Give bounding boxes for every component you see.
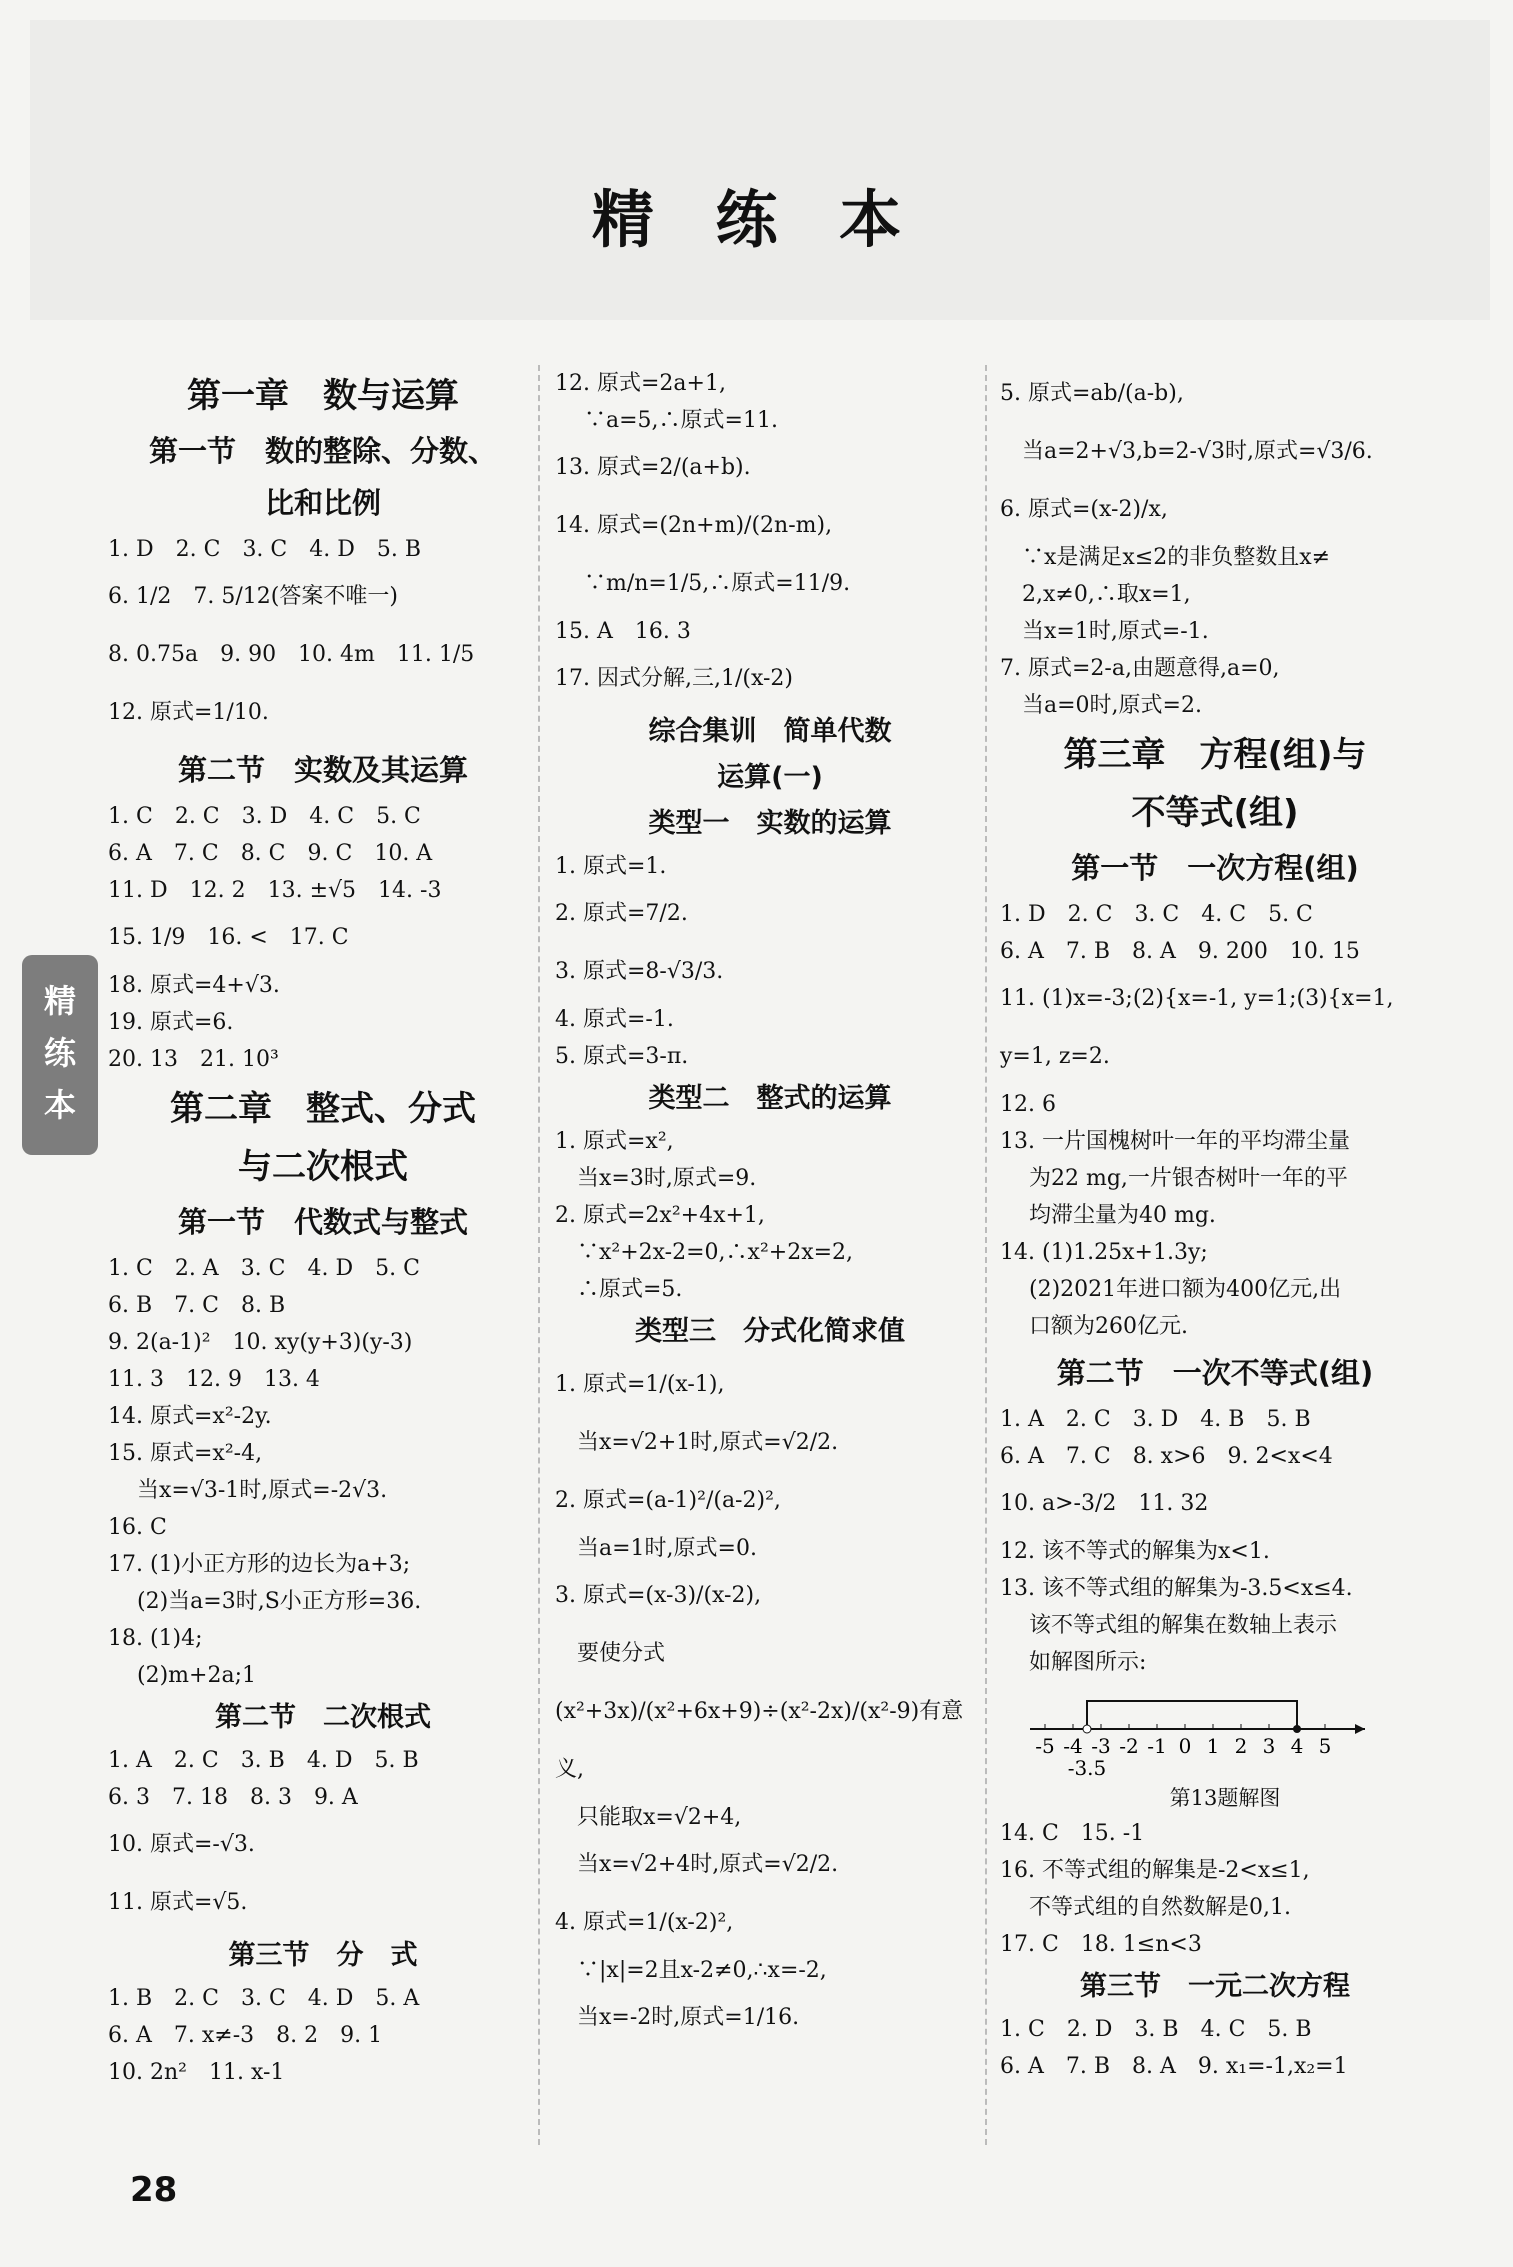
answer-line: 该不等式组的解集在数轴上表示 [1000, 1613, 1337, 1638]
side-tab [22, 955, 98, 1155]
answer-line: 17. C 18. 1≤n<3 [1000, 1932, 1202, 1957]
answer-line: (2)当a=3时,S小正方形=36. [108, 1589, 422, 1614]
answer-line: 15. 1/9 16. < 17. C [108, 925, 349, 950]
answer-line: 1. B 2. C 3. C 4. D 5. A [108, 1986, 420, 2011]
answer-line: 当x=-2时,原式=1/16. [555, 2005, 800, 2030]
answer-line: 1. 原式=1. [555, 854, 667, 879]
tick-label: -3 [1091, 1734, 1111, 1758]
answer-line: 5. 原式=3-π. [555, 1044, 689, 1069]
answer-line: 6. A 7. B 8. A 9. 200 10. 15 [1000, 939, 1360, 964]
answer-line: 7. 原式=2-a,由题意得,a=0, [1000, 656, 1280, 681]
answer-line: 10. 原式=-√3. [108, 1832, 255, 1857]
answer-line: 6. A 7. B 8. A 9. x₁=-1,x₂=1 [1000, 2054, 1348, 2079]
answer-column-1 [108, 365, 538, 2091]
tick-label: 5 [1318, 1734, 1332, 1758]
answer-line: ∵a=5,∴原式=11. [555, 408, 778, 433]
answer-line: 1. A 2. C 3. D 4. B 5. B [1000, 1407, 1311, 1432]
column-divider [538, 365, 540, 2145]
tick-label: 2 [1234, 1734, 1248, 1758]
answer-line: 9. 2(a-1)² 10. xy(y+3)(y-3) [108, 1330, 413, 1355]
answer-line: 3. 原式=8-√3/3. [555, 959, 724, 984]
section-heading: 运算(一) [717, 762, 823, 793]
answer-line: 6. 3 7. 18 8. 3 9. A [108, 1785, 358, 1810]
section-heading: 类型二 整式的运算 [648, 1083, 892, 1114]
answer-line: 19. 原式=6. [108, 1010, 234, 1035]
answer-column-3 [1000, 365, 1430, 2085]
section-heading: 与二次根式 [238, 1147, 408, 1187]
section-heading: 类型三 分式化简求值 [635, 1316, 905, 1347]
answer-line: 11. 原式=√5. [108, 1890, 248, 1915]
answer-line: 1. C 2. A 3. C 4. D 5. C [108, 1256, 420, 1281]
answer-line: 12. 该不等式的解集为x<1. [1000, 1539, 1270, 1564]
answer-line: 14. 原式=(2n+m)/(2n-m), [555, 513, 833, 538]
answer-line: 6. 原式=(x-2)/x, [1000, 497, 1168, 522]
answer-line: 1. C 2. D 3. B 4. C 5. B [1000, 2017, 1312, 2042]
answer-line: 当a=1时,原式=0. [555, 1536, 757, 1561]
answer-line: 2. 原式=7/2. [555, 901, 688, 926]
tick-label: 3 [1262, 1734, 1276, 1758]
section-heading: 不等式(组) [1131, 793, 1299, 833]
section-heading: 第一节 数的整除、分数、 [148, 434, 497, 468]
answer-line: 17. 因式分解,三,1/(x-2) [555, 666, 793, 691]
answer-line: 18. 原式=4+√3. [108, 973, 280, 998]
answer-line: 口额为260亿元. [1000, 1314, 1188, 1339]
axis-arrow [1355, 1724, 1365, 1734]
answer-line: (2)m+2a;1 [108, 1663, 256, 1688]
answer-line: 1. D 2. C 3. C 4. D 5. B [108, 537, 422, 562]
section-heading: 第三节 分 式 [228, 1940, 418, 1971]
answer-line: 14. (1)1.25x+1.3y; [1000, 1240, 1208, 1265]
answer-line: 3. 原式=(x-3)/(x-2), [555, 1583, 762, 1608]
answer-line: 6. 1/2 7. 5/12(答案不唯一) [108, 584, 398, 609]
page-title: 精 练 本 [591, 183, 922, 256]
answer-line: 当x=3时,原式=9. [555, 1166, 757, 1191]
solution-bracket [1087, 1701, 1297, 1729]
answer-line: 均滞尘量为40 mg. [1000, 1203, 1216, 1228]
extra-label: -3.5 [1067, 1756, 1107, 1777]
answer-line: 1. D 2. C 3. C 4. C 5. C [1000, 902, 1313, 927]
answer-line: 1. 原式=1/(x-1), [555, 1372, 725, 1397]
number-line-figure [1020, 1687, 1430, 1815]
tick-label: -5 [1035, 1734, 1055, 1758]
section-heading: 类型一 实数的运算 [648, 808, 892, 839]
answer-line: 只能取x=√2+4, [555, 1805, 742, 1830]
answer-line: 1. 原式=x², [555, 1129, 674, 1154]
answer-line: 11. (1)x=-3;(2){x=-1, y=1;(3){x=1, y=1, z=2. [1000, 986, 1401, 1069]
answer-line: 6. A 7. x≠-3 8. 2 9. 1 [108, 2023, 383, 2048]
page-number: 28 [130, 2170, 178, 2210]
answer-line: 当x=√3-1时,原式=-2√3. [108, 1478, 388, 1503]
answer-line: 不等式组的自然数解是0,1. [1000, 1895, 1291, 1920]
answer-line: 12. 6 [1000, 1092, 1056, 1117]
answer-line: 13. 一片国槐树叶一年的平均滞尘量 [1000, 1129, 1350, 1154]
section-heading: 第一节 代数式与整式 [177, 1205, 468, 1239]
answer-line: 当a=0时,原式=2. [1000, 693, 1202, 718]
answer-line: 8. 0.75a 9. 90 10. 4m 11. 1/5 [108, 642, 475, 667]
answer-line: 10. a>-3/2 11. 32 [1000, 1491, 1209, 1516]
section-heading: 第一章 数与运算 [187, 376, 459, 416]
answer-line: 当x=√2+1时,原式=√2/2. [555, 1430, 839, 1455]
answer-line: 12. 原式=2a+1, [555, 371, 726, 396]
section-heading: 综合集训 简单代数 [648, 716, 892, 747]
section-heading: 第二节 二次根式 [215, 1702, 431, 1733]
answer-line: ∴原式=5. [555, 1277, 683, 1302]
answer-line: 15. A 16. 3 [555, 619, 691, 644]
answer-line: 2. 原式=(a-1)²/(a-2)², [555, 1488, 781, 1513]
tick-label: 4 [1290, 1734, 1304, 1758]
answer-line: 当x=1时,原式=-1. [1000, 619, 1209, 644]
answer-line: 当a=2+√3,b=2-√3时,原式=√3/6. [1000, 439, 1373, 464]
answer-line: 为22 mg,一片银杏树叶一年的平 [1000, 1166, 1348, 1191]
answer-line: ∵x是满足x≤2的非负整数且x≠ [1000, 545, 1331, 570]
open-point [1083, 1725, 1091, 1733]
answer-line: ∵m/n=1/5,∴原式=11/9. [555, 571, 851, 596]
section-heading: 第二节 实数及其运算 [177, 753, 468, 787]
answer-line: 10. 2n² 11. x-1 [108, 2060, 285, 2085]
answer-line: 13. 该不等式组的解集为-3.5<x≤4. [1000, 1576, 1353, 1601]
column-divider [985, 365, 987, 2145]
answer-line: 11. D 12. 2 13. ±√5 14. -3 [108, 878, 442, 903]
answer-line: 18. (1)4; [108, 1626, 203, 1651]
answer-line: 当x=√2+4时,原式=√2/2. [555, 1852, 839, 1877]
answer-line: 15. 原式=x²-4, [108, 1441, 263, 1466]
answer-line: 11. 3 12. 9 13. 4 [108, 1367, 320, 1392]
answer-line: 6. B 7. C 8. B [108, 1293, 286, 1318]
side-tab-label: 精练本 [43, 982, 76, 1124]
section-heading: 比和比例 [264, 486, 381, 520]
tick-label: 0 [1178, 1734, 1192, 1758]
answer-line: 20. 13 21. 10³ [108, 1047, 279, 1072]
answer-line: 如解图所示: [1000, 1650, 1147, 1675]
answer-line: 12. 原式=1/10. [108, 700, 269, 725]
section-heading: 第二章 整式、分式 [170, 1089, 476, 1129]
figure-caption: 第13题解图 [1169, 1786, 1281, 1810]
section-heading: 第一节 一次方程(组) [1071, 851, 1359, 885]
tick-label: -2 [1119, 1734, 1139, 1758]
answer-line: 6. A 7. C 8. x>6 9. 2<x<4 [1000, 1444, 1333, 1469]
answer-line: 1. A 2. C 3. B 4. D 5. B [108, 1748, 419, 1773]
answer-line: 14. 原式=x²-2y. [108, 1404, 272, 1429]
tick-label: 1 [1206, 1734, 1220, 1758]
tick-label: -4 [1063, 1734, 1083, 1758]
closed-point [1293, 1725, 1301, 1733]
section-heading: 第三节 一元二次方程 [1080, 1971, 1350, 2002]
answer-line: 14. C 15. -1 [1000, 1821, 1145, 1846]
answer-line: 2,x≠0,∴取x=1, [1000, 582, 1191, 607]
answer-line: 16. 不等式组的解集是-2<x≤1, [1000, 1858, 1310, 1883]
answer-line: 13. 原式=2/(a+b). [555, 455, 751, 480]
answer-line: 5. 原式=ab/(a-b), [1000, 381, 1184, 406]
answer-line: (2)2021年进口额为400亿元,出 [1000, 1277, 1342, 1302]
answer-line: 17. (1)小正方形的边长为a+3; [108, 1552, 411, 1577]
answer-line: 1. C 2. C 3. D 4. C 5. C [108, 804, 421, 829]
answer-line: ∵x²+2x-2=0,∴x²+2x=2, [555, 1240, 854, 1265]
answer-line: 6. A 7. C 8. C 9. C 10. A [108, 841, 433, 866]
tick-label: -1 [1147, 1734, 1167, 1758]
answer-column-2 [555, 365, 985, 2047]
number-line [1020, 1687, 1380, 1777]
answer-line: 要使分式(x²+3x)/(x²+6x+9)÷(x²-2x)/(x²-9)有意义, [555, 1641, 964, 1782]
answer-line: 4. 原式=-1. [555, 1007, 674, 1032]
answer-line: ∵|x|=2且x-2≠0,∴x=-2, [555, 1958, 827, 1983]
answer-line: 4. 原式=1/(x-2)², [555, 1910, 734, 1935]
section-heading: 第三章 方程(组)与 [1063, 735, 1367, 775]
section-heading: 第二节 一次不等式(组) [1056, 1356, 1374, 1390]
answer-line: 2. 原式=2x²+4x+1, [555, 1203, 765, 1228]
answer-line: 16. C [108, 1515, 167, 1540]
